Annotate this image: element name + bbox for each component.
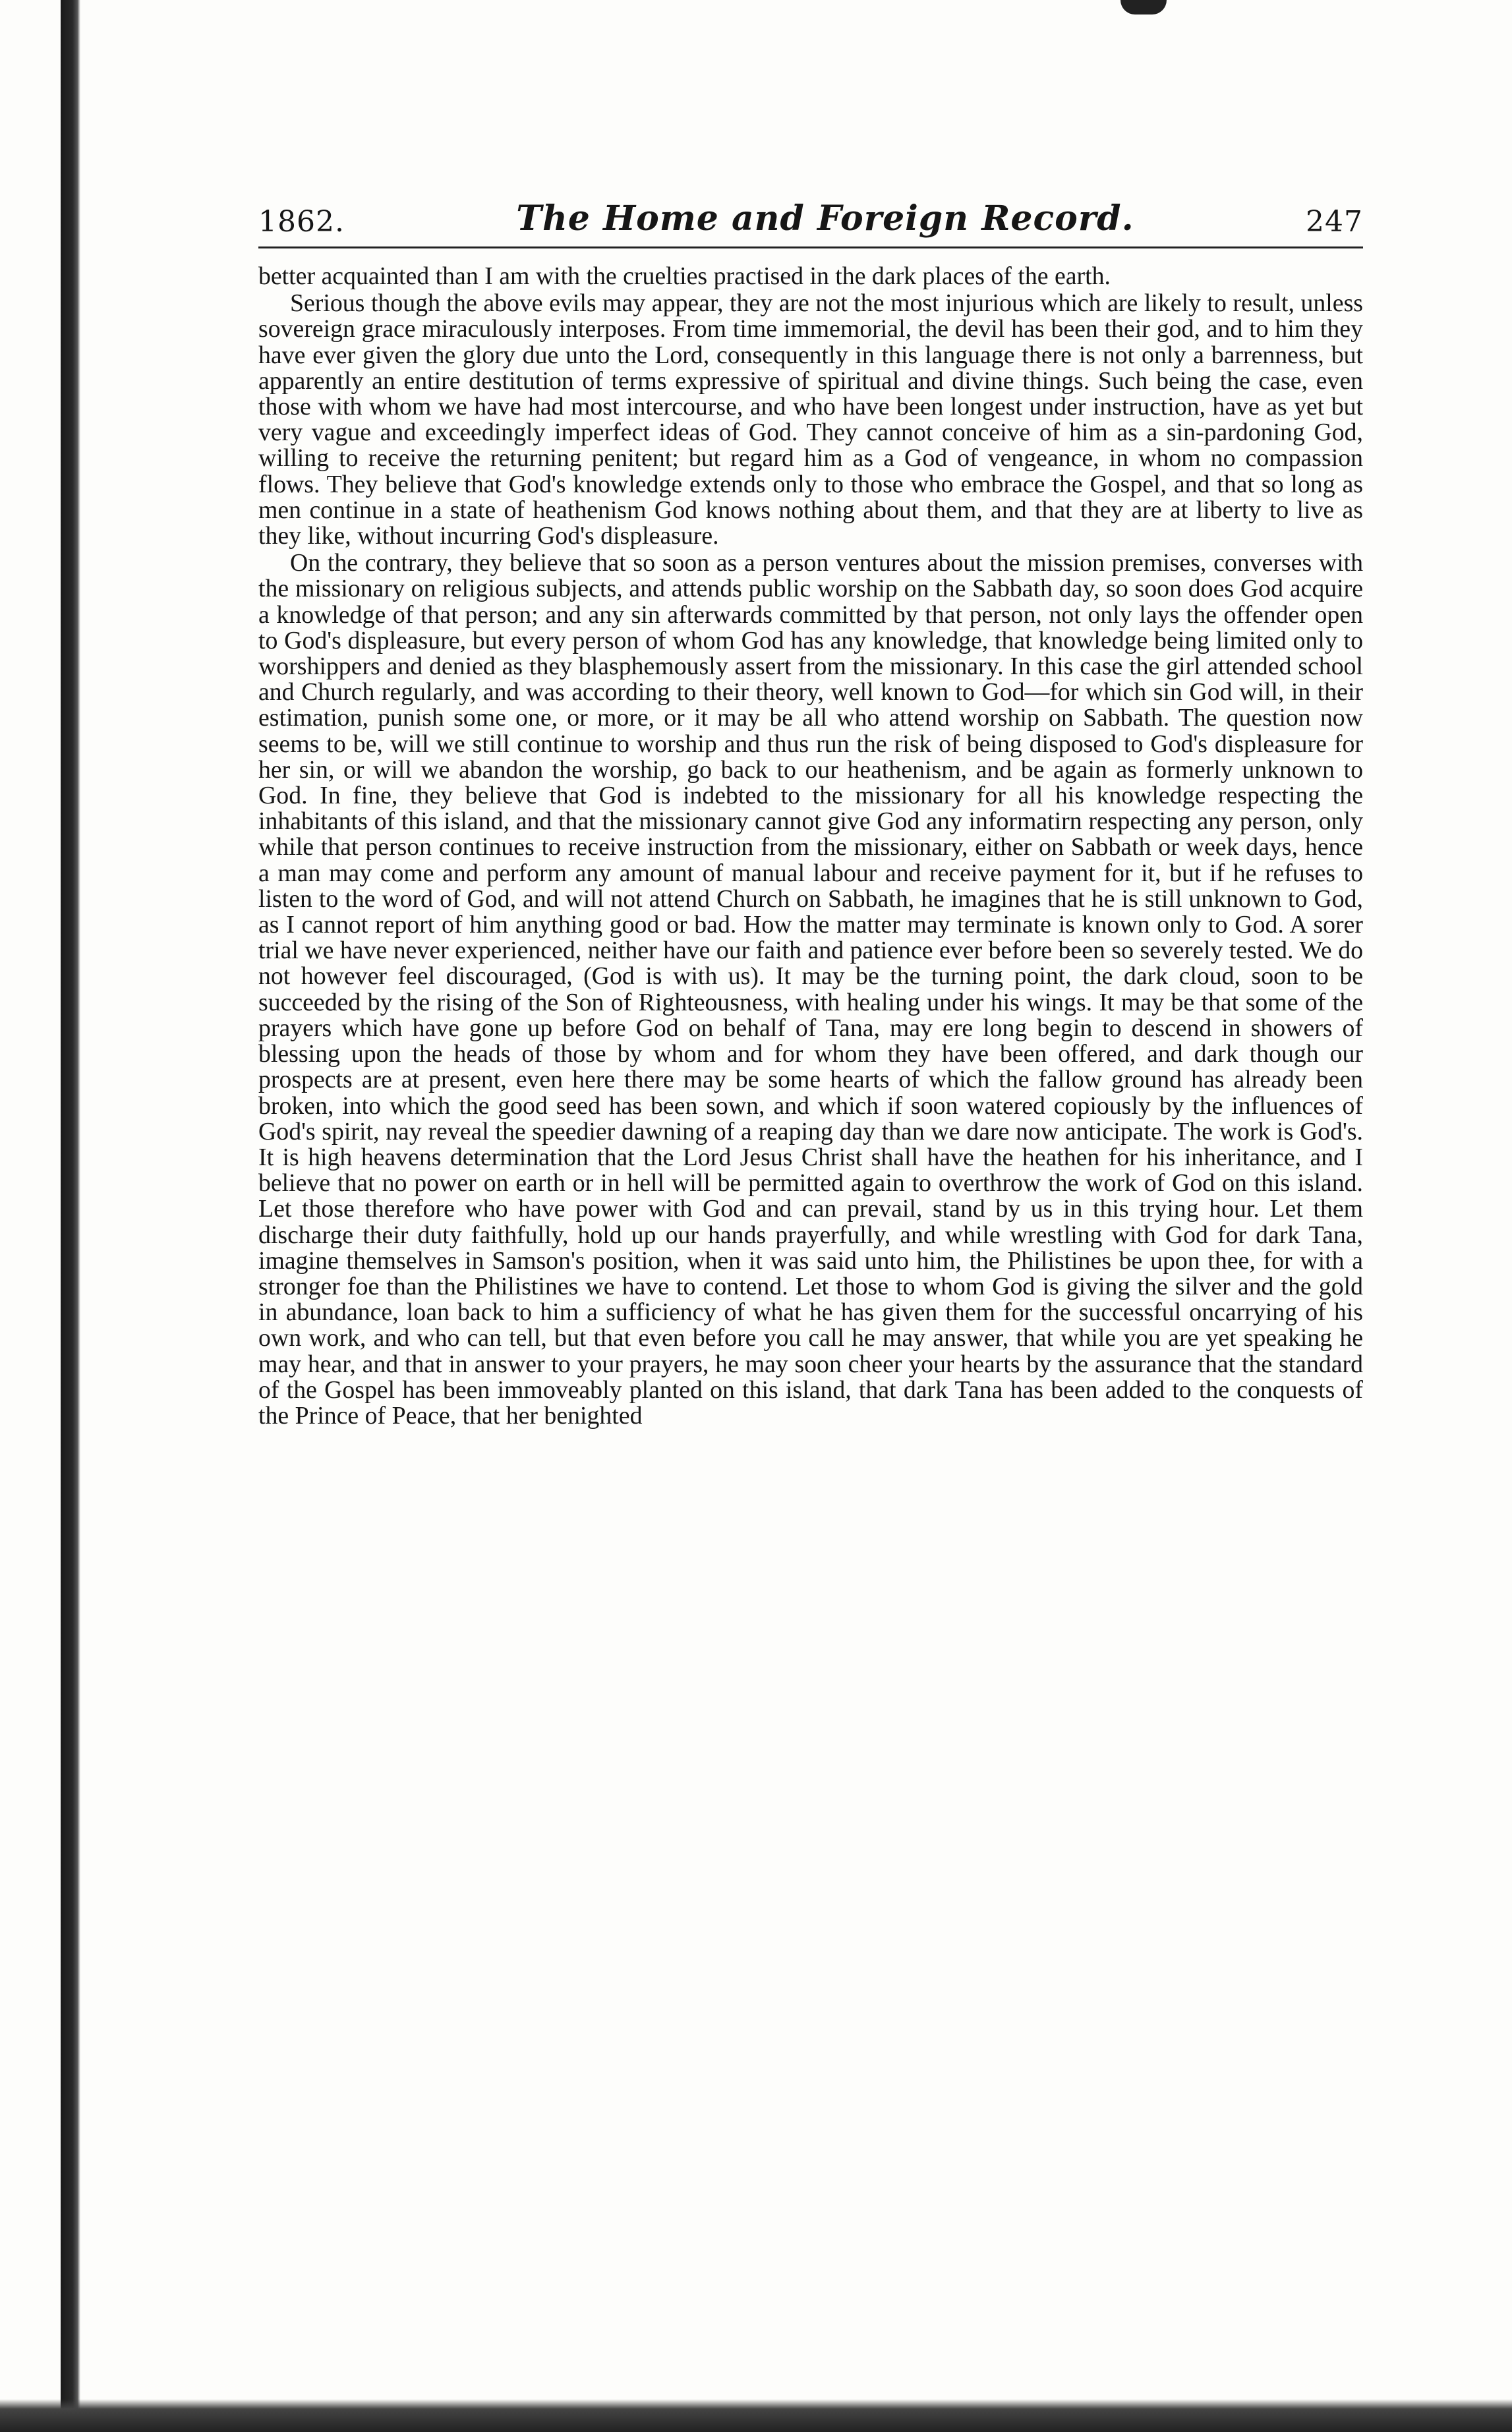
scan-artifact bbox=[1120, 0, 1167, 14]
header-rule bbox=[258, 246, 1363, 248]
running-header bbox=[258, 186, 1363, 239]
journal-title: The Home and Foreign Record. bbox=[516, 198, 1134, 239]
paragraph-continuation: better acquainted than I am with the cruelties practised in the dark places of the earth. bbox=[258, 262, 1111, 290]
bottom-scan-edge bbox=[0, 2399, 1512, 2432]
binding-edge-shadow bbox=[61, 0, 80, 2432]
paragraph: Serious though the above evils may appear, they are not the most injurious which are likely to result, unless sovereign grace miraculously interposes. From time immemorial, the devil has been their god, and to him they have ever given the glory due unto the Lord, consequently in this language there is not only a barrenness, but apparently an entire destitution of terms expressive of spiritual and divine things. Such being the case, even those with whom we have had most intercourse, and who have been longest under instruction, have as yet but very vague and exceedingly imperfect ideas of God. They cannot conceive of him as a sin-pardoning God, willing to receive the returning penitent; but regard him as a God of vengeance, in whom no compassion flows. They believe that God's knowledge extends only to those who embrace the Gospel, and that so long as men continue in a state of heathenism God knows nothing about them, and that they are at liberty to live as they like, without incurring God's displeasure. bbox=[258, 289, 1363, 550]
header-year: 1862. bbox=[258, 205, 345, 239]
page-number: 247 bbox=[1306, 205, 1363, 239]
paragraph: On the contrary, they believe that so soon as a person ventures about the mission premises, converses with the missionary on religious subjects, and attends public worship on the Sabbath day, so soon does God acquire a knowledge of that person; and any sin afterwards committed by that person, not only lays the offender open to God's displeasure, but every person of whom God has any knowledge, that knowledge being limited only to worshippers and denied as they blasphemously assert from the missionary. In this case the girl attended school and Church regularly, and was according to their theory, well known to God—for which sin God will, in their estimation, punish some one, or more, or it may be all who attend worship on Sabbath. The question now seems to be, will we still continue to worship and thus run the risk of being disposed to God's displeasure for her sin, or will we abandon the worship, go back to our heathenism, and be again as formerly unknown to God. In fine, they believe that God is indebted to the missionary for all his knowledge respecting the inhabitants of this island, and that the missionary cannot give God any informatirn respecting any person, only while that person continues to receive instruction from the missionary, either on Sabbath or week days, hence a man may come and perform any amount of manual labour and receive payment for it, but if he refuses to listen to the word of God, and will not attend Church on Sabbath, he imagines that he is still unknown to God, as I cannot report of him anything good or bad. How the matter may terminate is known only to God. A sorer trial we have never experienced, neither have our faith and patience ever before been so severely tested. We do not however feel discouraged, (God is with us). It may be the turning point, the dark cloud, soon to be succeeded by the rising of the Son of Righteousness, with healing under his wings. It may be that some of the prayers which have gone up before God on behalf of Tana, may ere long begin to descend in showers of blessing upon the heads of those by whom and for whom they have been offered, and dark though our prospects are at present, even here there may be some hearts of which the fallow ground has already been broken, into which the good seed has been sown, and which if soon watered copiously by the influences of God's spirit, nay reveal the speedier dawning of a reaping day than we dare now anticipate. The work is God's. It is high heavens determination that the Lord Jesus Christ shall have the heathen for his inheritance, and I believe that no power on earth or in hell will be permitted again to overthrow the work of God on this island. Let those therefore who have power with God and can prevail, stand by us in this trying hour. Let them discharge their duty faithfully, hold up our hands prayerfully, and while wrestling with God for dark Tana, imagine themselves in Samson's position, when it was said unto him, the Philistines be upon thee, for with a stronger foe than the Philistines we have to contend. Let those to whom God is giving the silver and the gold in abundance, loan back to him a sufficiency of what he has given them for the successful oncarrying of his own work, and who can tell, but that even before you call he may answer, that while you are yet speaking he may hear, and that in answer to your prayers, he may soon cheer your hearts by the assurance that the standard of the Gospel has been immoveably planted on this island, that dark Tana has been added to the conquests of the Prince of Peace, that her benighted bbox=[258, 549, 1363, 1430]
article-body bbox=[258, 264, 1363, 1429]
